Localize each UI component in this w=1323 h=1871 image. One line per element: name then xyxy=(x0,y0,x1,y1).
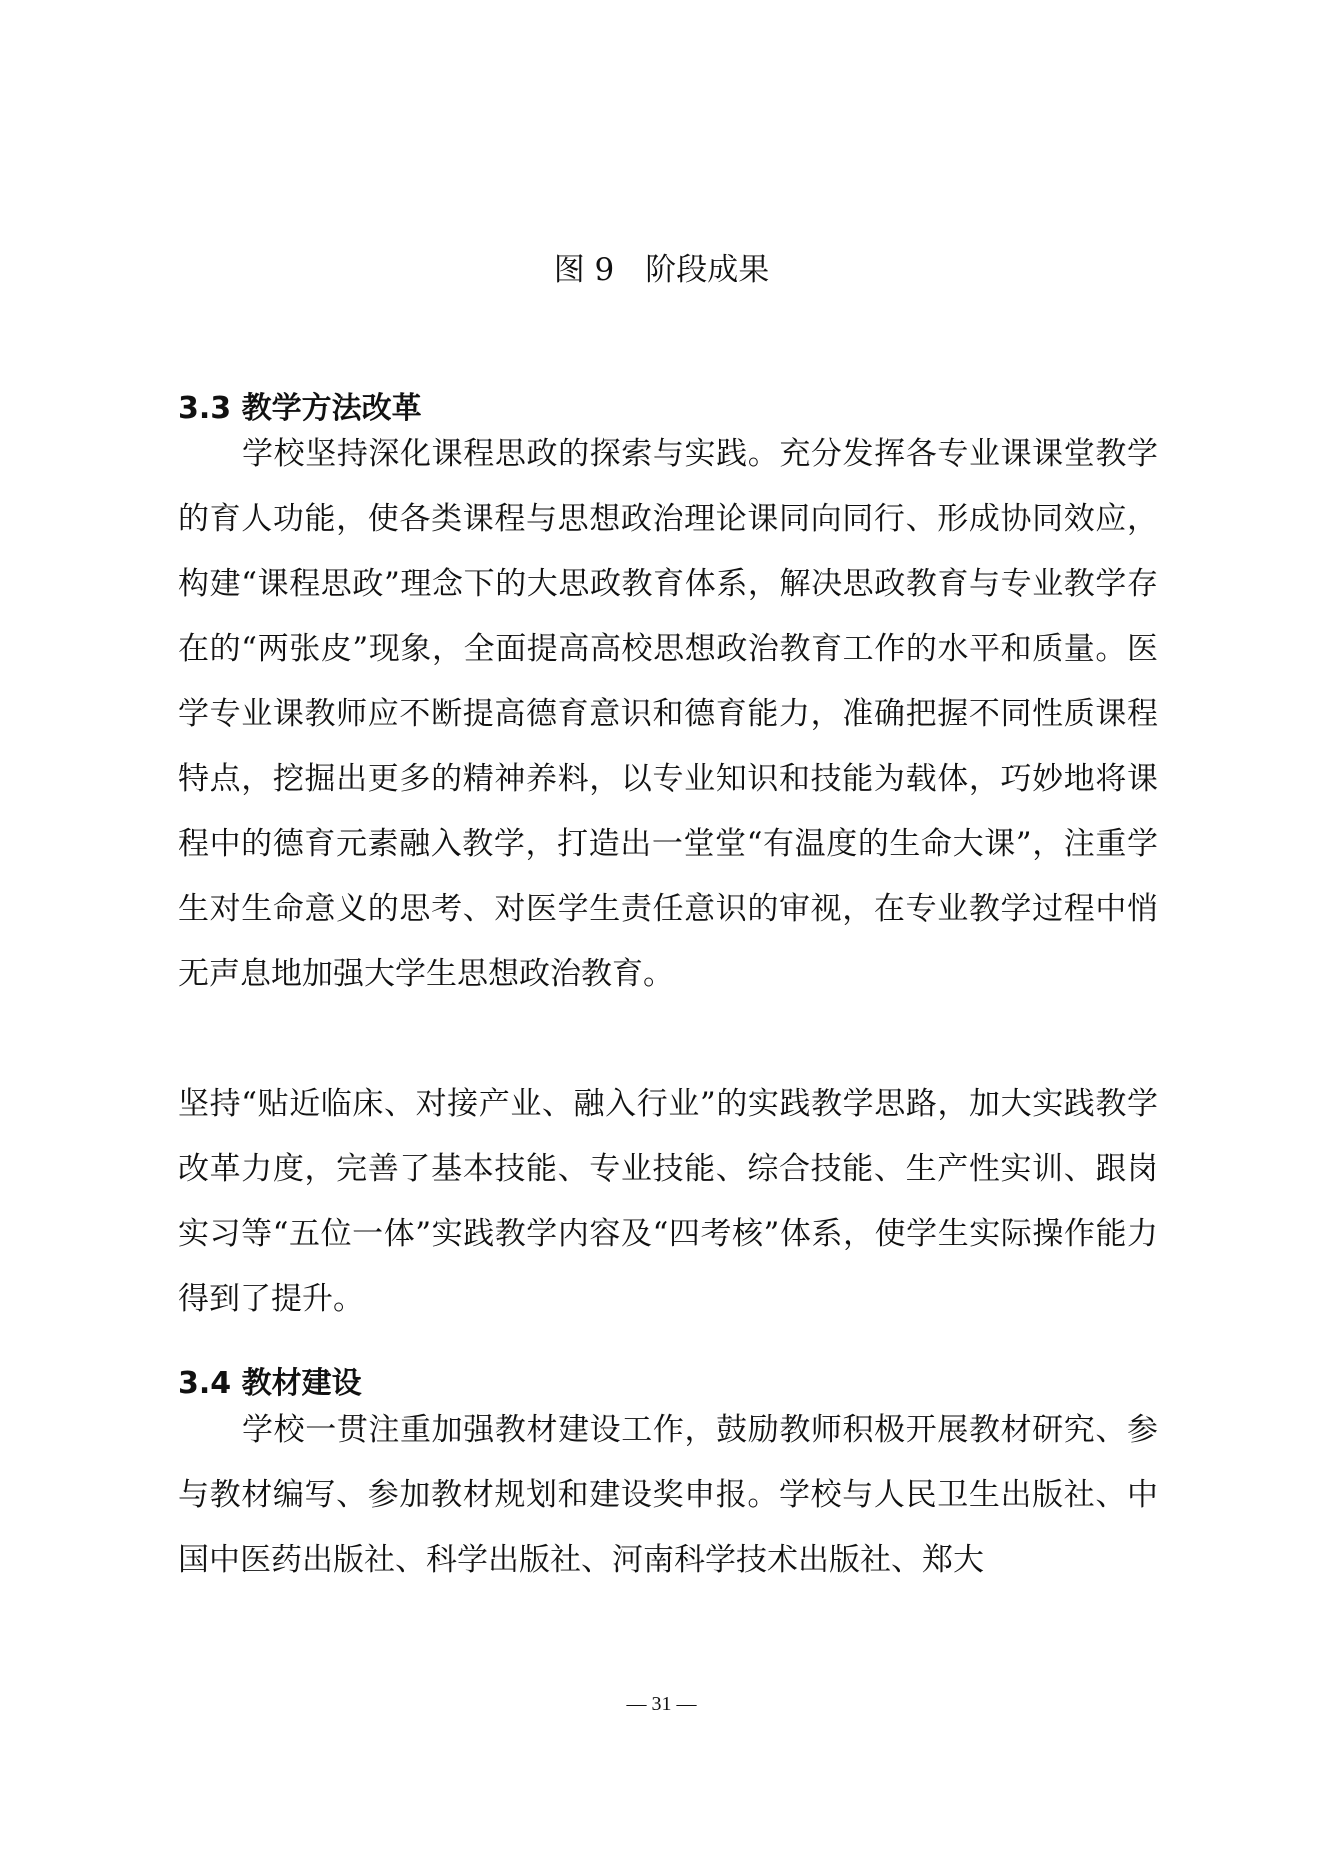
figure-caption: 图 9 阶段成果 xyxy=(553,252,770,288)
paragraph-practice-teaching: 坚持“贴近临床、对接产业、融入行业”的实践教学思路，加大实践教学改革力度，完善了基本技能、专业技能、综合技能、生产性实训、跟岗实习等“五位一体”实践教学内容及“四考核”体系，使学生实际操作能力得到了提升。 xyxy=(178,1086,1158,1317)
paragraph-textbook-construction: 学校一贯注重加强教材建设工作，鼓励教师积极开展教材研究、参与教材编写、参加教材规划和建设奖申报。学校与人民卫生出版社、中国中医药出版社、科学出版社、河南科学技术出版社、郑大 xyxy=(178,1412,1158,1578)
section-heading-3-4: 3.4 教材建设 xyxy=(178,1366,362,1401)
paragraph-teaching-reform: 学校坚持深化课程思政的探索与实践。充分发挥各专业课课堂教学的育人功能，使各类课程与思想政治理论课同向同行、形成协同效应，构建“课程思政”理念下的大思政教育体系，解决思政教育与专业教学存在的“两张皮”现象，全面提高高校思想政治教育工作的水平和质量。医学专业课教师应不断提高德育意识和德育能力，准确把握不同性质课程特点，挖掘出更多的精神养料，以专业知识和技能为载体，巧妙地将课程中的德育元素融入教学，打造出一堂堂“有温度的生命大课”，注重学生对生命意义的思考、对医学生责任意识的审视，在专业教学过程中悄无声息地加强大学生思想政治教育。 xyxy=(178,436,1158,992)
section-heading-3-3: 3.3 教学方法改革 xyxy=(178,391,422,426)
page-number: — 31 — xyxy=(626,1693,697,1715)
